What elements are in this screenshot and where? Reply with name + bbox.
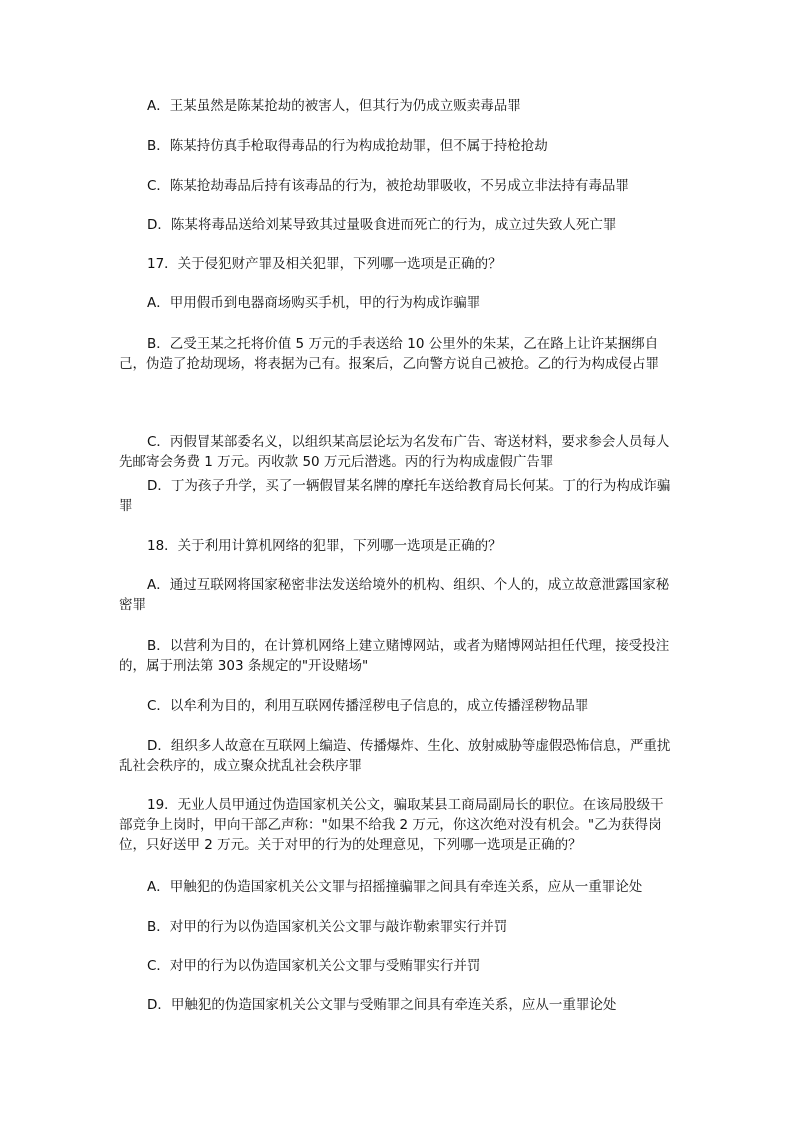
q19-stem: 19．无业人员甲通过伪造国家机关公文，骗取某县工商局副局长的职位。在该局股级干部竞争上岗时，甲向干部乙声称："如果不给我 2 万元，你这次绝对没有机会。"乙为获得岗位，只好送甲 2 万元。关于对甲的行为的处理意见，下列哪一选项是正确的？ bbox=[119, 797, 664, 853]
q16-option-c: C．陈某抢劫毒品后持有该毒品的行为，被抢劫罪吸收，不另成立非法持有毒品罪 bbox=[147, 178, 629, 194]
q16-option-b: B．陈某持仿真手枪取得毒品的行为构成抢劫罪，但不属于持枪抢劫 bbox=[147, 138, 548, 154]
q18-option-d: D．组织多人故意在互联网上编造、传播爆炸、生化、放射威胁等虚假恐怖信息，严重扰乱社会秩序的，成立聚众扰乱社会秩序罪 bbox=[119, 738, 671, 774]
q18-option-c: C．以牟利为目的，利用互联网传播淫秽电子信息的，成立传播淫秽物品罪 bbox=[147, 698, 589, 714]
q19-option-d: D．甲触犯的伪造国家机关公文罪与受贿罪之间具有牵连关系，应从一重罪论处 bbox=[147, 997, 617, 1013]
q17-option-d: D．丁为孩子升学，买了一辆假冒某名牌的摩托车送给教育局长何某。丁的行为构成诈骗罪 bbox=[119, 478, 671, 514]
q16-option-a: A．王某虽然是陈某抢劫的被害人，但其行为仍成立贩卖毒品罪 bbox=[147, 98, 521, 114]
q19-option-b: B．对甲的行为以伪造国家机关公文罪与敲诈勒索罪实行并罚 bbox=[147, 919, 508, 935]
q17-option-b: B．乙受王某之托将价值 5 万元的手表送给 10 公里外的朱某，乙在路上让许某捆绑自己，伪造了抢劫现场，将表据为己有。报案后，乙向警方说自己被抢。乙的行为构成侵占罪 bbox=[119, 336, 659, 372]
q17-option-a: A．甲用假币到电器商场购买手机，甲的行为构成诈骗罪 bbox=[147, 295, 481, 311]
q18-option-a: A．通过互联网将国家秘密非法发送给境外的机构、组织、个人的，成立故意泄露国家秘密罪 bbox=[119, 577, 670, 613]
q16-option-d: D．陈某将毒品送给刘某导致其过量吸食进而死亡的行为，成立过失致人死亡罪 bbox=[147, 217, 617, 233]
q17-option-c: C．丙假冒某部委名义，以组织某高层论坛为名发布广告、寄送材料，要求参会人员每人先邮寄会务费 1 万元。丙收款 50 万元后潜逃。丙的行为构成虚假广告罪 bbox=[119, 434, 670, 470]
q19-option-c: C．对甲的行为以伪造国家机关公文罪与受贿罪实行并罚 bbox=[147, 958, 481, 974]
q18-stem: 18．关于利用计算机网络的犯罪，下列哪一选项是正确的？ bbox=[147, 538, 502, 554]
q18-option-b: B．以营利为目的，在计算机网络上建立赌博网站，或者为赌博网站担任代理，接受投注的，属于刑法第 303 条规定的"开设赌场" bbox=[119, 638, 670, 674]
q19-option-a: A．甲触犯的伪造国家机关公文罪与招摇撞骗罪之间具有牵连关系，应从一重罪论处 bbox=[147, 879, 643, 895]
q17-stem: 17．关于侵犯财产罪及相关犯罪，下列哪一选项是正确的？ bbox=[147, 256, 502, 272]
